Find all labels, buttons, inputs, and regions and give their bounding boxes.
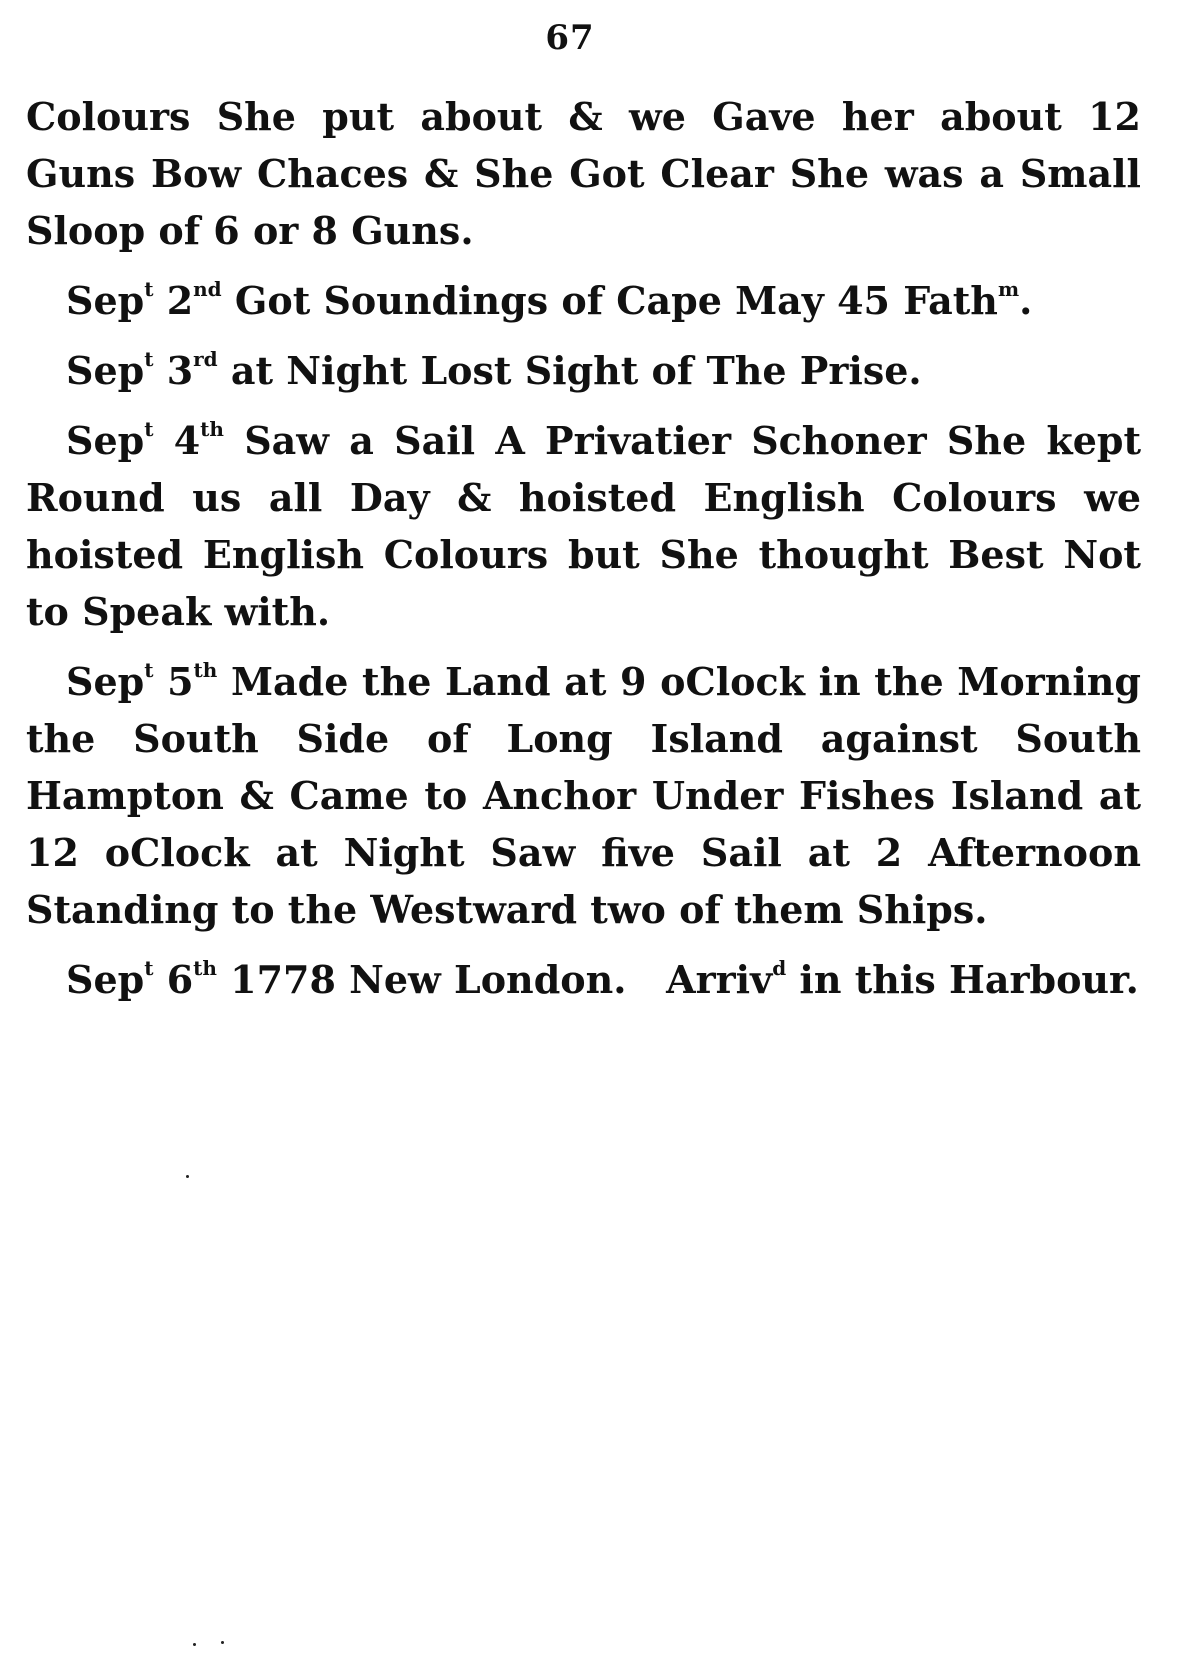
entry-day: 5 [167,659,194,704]
entry-month-sup: t [144,277,154,301]
entry-sept-4 [26,412,1141,640]
entry-month: Sep [66,418,145,463]
page-number: 67 [545,18,595,58]
entry-month-sup: t [144,347,154,371]
entry-month-sup: t [144,956,154,980]
print-speck [186,1175,189,1178]
entry-month: Sep [66,659,145,704]
paragraph-text: Colours She put about & we Gave her about 12 Guns Bow Chaces & She Got Clear She was a Small Sloop of 6 or 8 Guns. [26,94,1141,253]
entry-month: Sep [66,278,145,323]
entry-sept-3 [26,342,1141,399]
entry-day: 4 [173,418,201,463]
entry-sept-2 [26,272,1141,329]
print-speck [193,1643,196,1646]
entry-text: Saw a Sail A Privatier Schoner She kept Round us all Day & hoisted English Colours we hoisted English Colours but She thought Best Not to Speak with. [26,418,1142,634]
entry-month-sup: t [144,417,154,441]
entry-day-sup: th [193,956,217,980]
journal-text [26,88,1141,1021]
entry-text: 1778 New London. Arriv [216,957,773,1002]
entry-day-sup: rd [193,347,218,371]
entry-month: Sep [66,348,145,393]
paragraph-continuation [26,88,1141,259]
entry-day-sup: th [200,417,224,441]
entry-text-end: . [1019,278,1033,323]
entry-text-end: in this Harbour. [786,957,1139,1002]
entry-month: Sep [66,957,145,1002]
entry-day: 6 [166,957,194,1002]
print-speck [221,1641,224,1644]
entry-text: Made the Land at 9 oClock in the Morning the South Side of Long Island against South Hampton & Came to Anchor Under Fishes Island at 12 oClock at Night Saw five Sail at 2 Afternoon Standing to the Westward two of them Ships. [26,659,1141,932]
entry-text: at Night Lost Sight of The Prise. [217,348,922,393]
entry-sept-5 [26,653,1141,938]
entry-month-sup: t [144,658,154,682]
entry-text-sup: d [772,956,787,980]
entry-day-sup: nd [193,277,222,301]
entry-day: 3 [166,348,194,393]
entry-day: 2 [166,278,194,323]
entry-day-sup: th [193,658,218,682]
entry-sept-6 [26,951,1141,1008]
entry-text: Got Soundings of Cape May 45 Fath [221,278,998,323]
entry-text-sup: m [997,277,1020,301]
